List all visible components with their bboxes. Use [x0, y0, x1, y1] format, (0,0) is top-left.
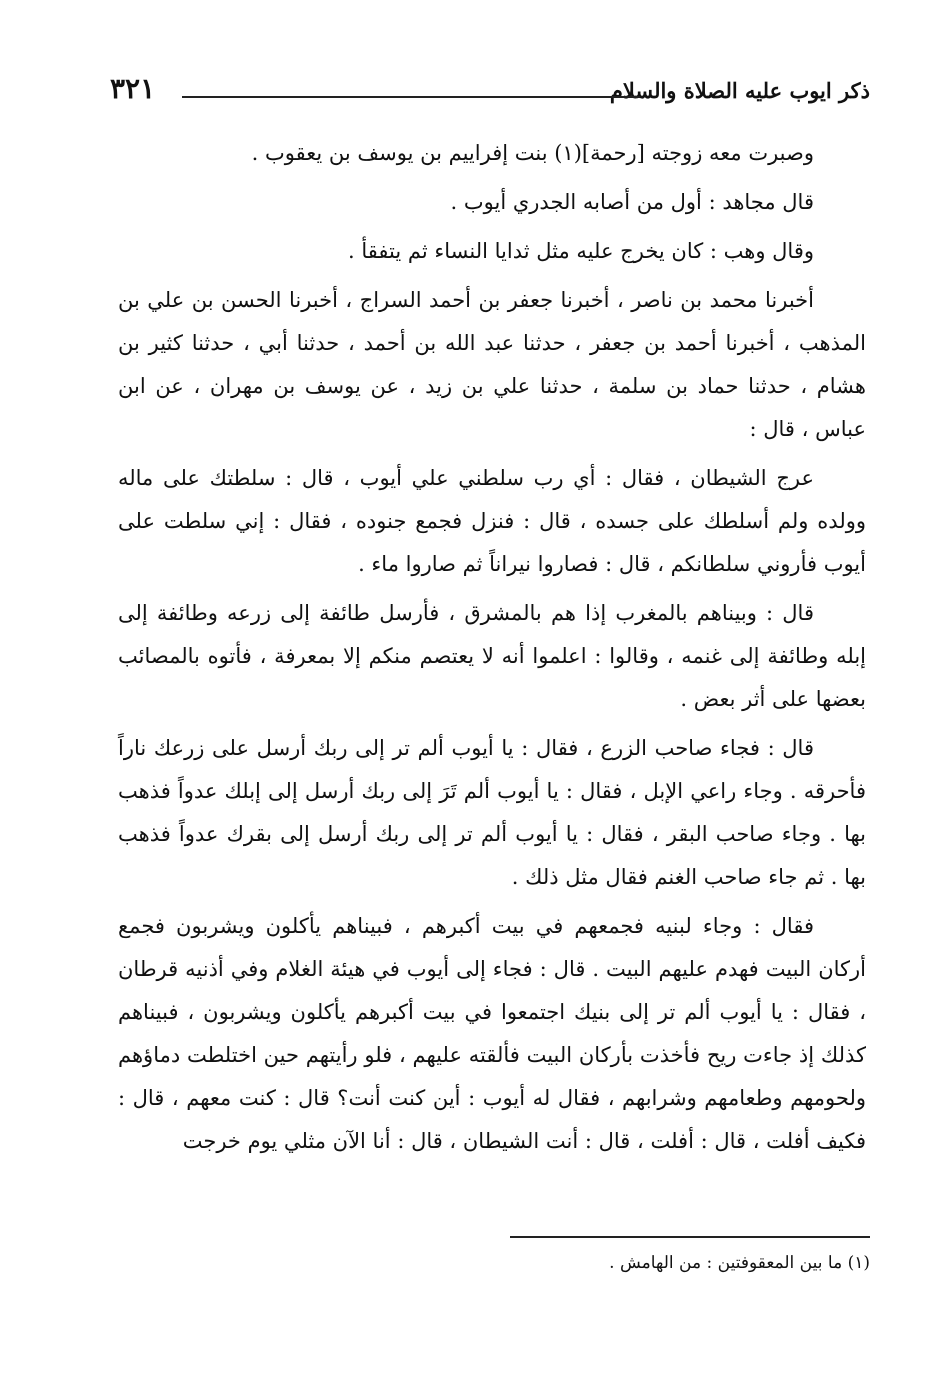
paragraph: قال مجاهد : أول من أصابه الجدري أيوب . — [450, 190, 814, 214]
paragraph: قال : وبيناهم بالمغرب إذا هم بالمشرق ، فأرسل طائفة إلى زرعه وطائفة إلى إبله وطائفة إلى غنمه ، وقالوا : اعلموا أنه لا يعتصم منكم إلا بمعرفة ، فأتوه بالمصائب بعضها على أثر بعض . — [118, 601, 866, 711]
running-title: ذكر ايوب عليه الصلاة والسلام — [609, 78, 870, 103]
footnote: (١) ما بين المعقوفتين : من الهامش . — [609, 1253, 870, 1273]
footnote-rule — [510, 1236, 870, 1238]
paragraph: وصبرت معه زوجته [رحمة](١) بنت إفراييم بن يوسف بن يعقوب . — [251, 141, 814, 165]
page-header — [110, 72, 870, 116]
paragraph: عرج الشيطان ، فقال : أي رب سلطني علي أيوب ، قال : سلطتك على ماله وولده ولم أسلطك على جسده ، قال : فنزل فجمع جنوده ، فقال : إني سلطت على أيوب فأروني سلطانكم ، قال : فصاروا نيراناً ثم صاروا ماء . — [118, 466, 866, 576]
paragraph: وقال وهب : كان يخرج عليه مثل ثدايا النساء ثم يتفقأ . — [348, 239, 814, 263]
paragraph: أخبرنا محمد بن ناصر ، أخبرنا جعفر بن أحمد السراج ، أخبرنا الحسن بن علي بن المذهب ، أخبرنا أحمد بن جعفر ، حدثنا عبد الله بن أحمد ، حدثنا أبي ، حدثنا كثير بن هشام ، حدثنا حماد بن سلمة ، حدثنا علي بن زيد ، عن يوسف بن مهران ، عن ابن عباس ، قال : — [118, 288, 866, 441]
body-text — [118, 132, 866, 1163]
paragraph: فقال : وجاء لبنيه فجمعهم في بيت أكبرهم ، فبيناهم يأكلون ويشربون فجمع أركان البيت فهدم عليهم البيت . قال : فجاء إلى أيوب في هيئة الغلام وفي أذنيه قرطان ، فقال : يا أيوب ألم تر إلى بنيك اجتمعوا في بيت أكبرهم يأكلون ويشربون ، فبيناهم كذلك إذ جاءت ريح فأخذت بأركان البيت فألقته عليهم ، فلو رأيتهم حين اختلطت دماؤهم ولحومهم وطعامهم وشرابهم ، فقال له أيوب : أين كنت أنت؟ قال : كنت معهم ، قال : فكيف أفلت ، قال : أفلت ، قال : أنت الشيطان ، قال : أنا الآن مثلي يوم خرجت — [118, 914, 866, 1153]
page-number: ٣٢١ — [110, 72, 156, 105]
header-rule — [182, 96, 640, 98]
paragraph: قال : فجاء صاحب الزرع ، فقال : يا أيوب ألم تر إلى ربك أرسل على زرعك ناراً فأحرقه . وجاء راعي الإبل ، فقال : يا أيوب ألم تَرَ إلى ربك أرسل إلى إبلك عدواً فذهب بها . وجاء صاحب البقر ، فقال : يا أيوب ألم تر إلى ربك أرسل إلى بقرك عدواً فذهب بها . ثم جاء صاحب الغنم فقال مثل ذلك . — [118, 736, 866, 889]
